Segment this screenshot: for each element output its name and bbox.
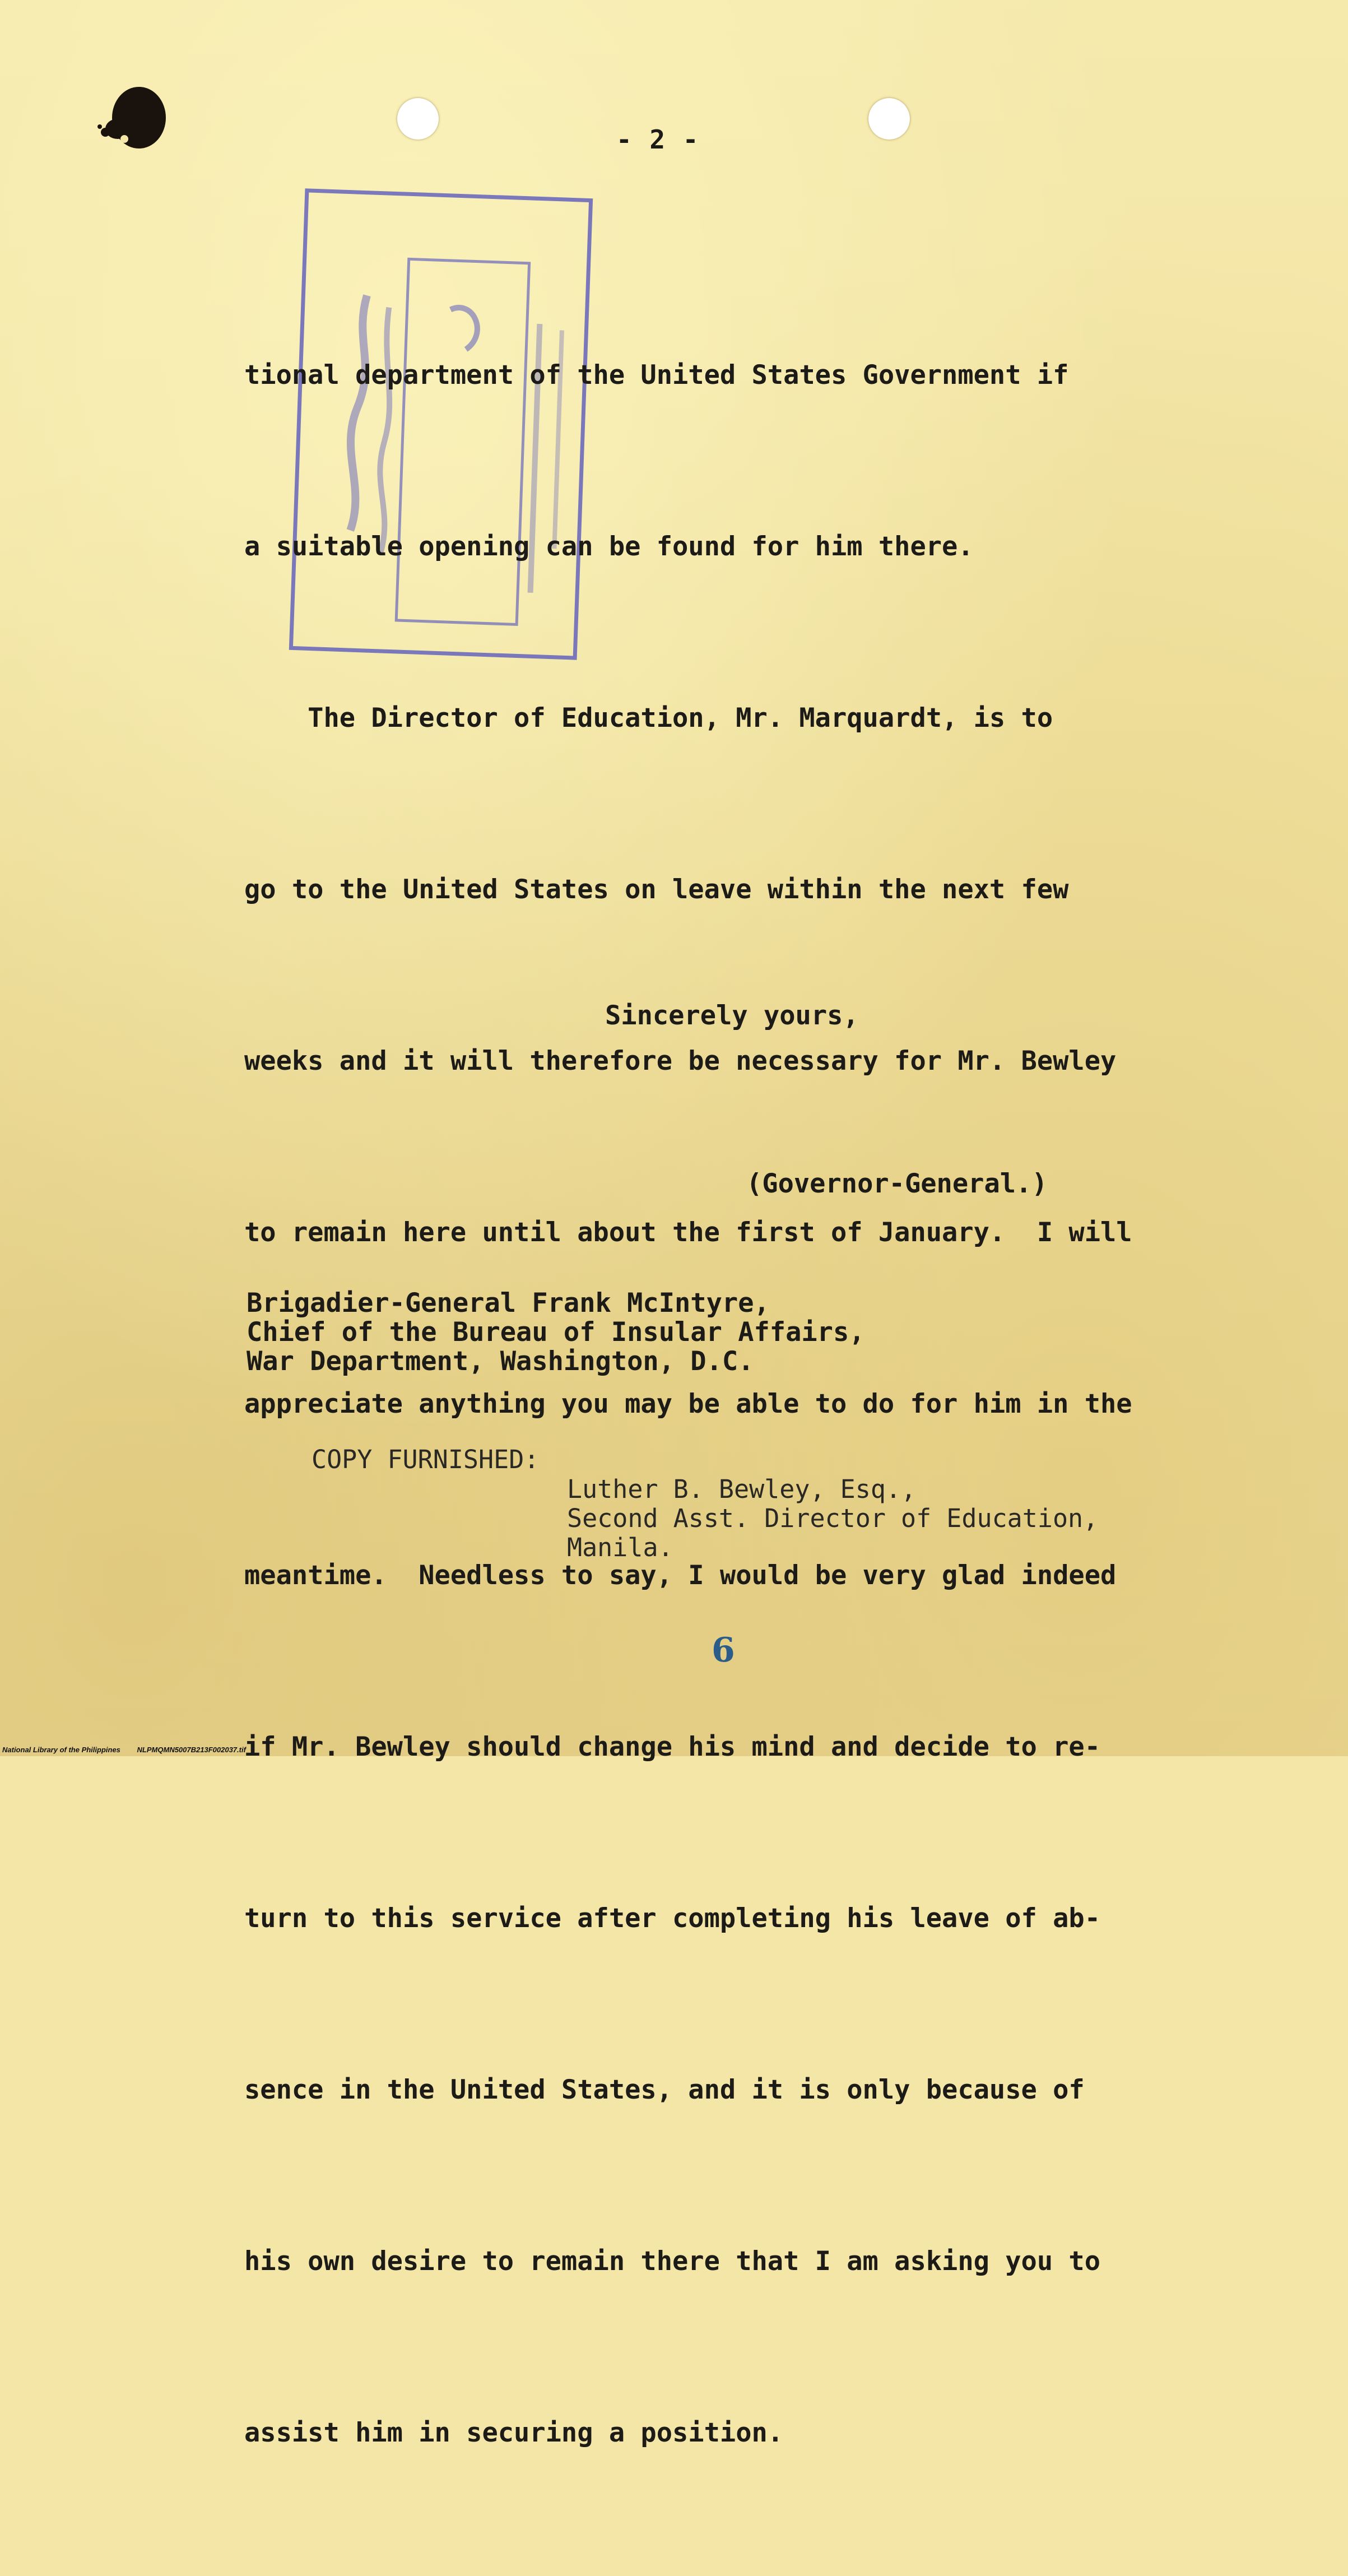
letter-body xyxy=(244,233,1230,2576)
archive-file-name: NLPMQMN5007B213F002037.tif xyxy=(137,1746,246,1754)
copy-furnished-label: COPY FURNISHED: xyxy=(312,1445,540,1474)
body-line: weeks and it will therefore be necessary for Mr. Bewley xyxy=(244,1046,1117,1076)
closing-salutation: Sincerely yours, xyxy=(605,1000,859,1031)
body-line: if Mr. Bewley should change his mind and decide to re- xyxy=(244,1732,1101,1762)
body-line: assist him in securing a position. xyxy=(244,2417,784,2448)
punch-hole-left xyxy=(397,98,439,140)
copy-recipient-line: Manila. xyxy=(567,1533,673,1562)
archive-caption xyxy=(2,1746,261,1754)
archive-institution: National Library of the Philippines xyxy=(2,1746,120,1754)
copy-furnished-recipient xyxy=(567,1475,1098,1562)
addressee-line: War Department, Washington, D.C. xyxy=(247,1346,754,1377)
body-line: his own desire to remain there that I am asking you to xyxy=(244,2246,1101,2277)
body-line: tional department of the United States Government if xyxy=(244,360,1069,391)
signature-title: (Governor-General.) xyxy=(746,1168,1048,1199)
body-line: turn to this service after completing his leave of ab- xyxy=(244,1903,1101,1934)
body-line: meantime. Needless to say, I would be very glad indeed xyxy=(244,1560,1117,1591)
copy-recipient-line: Luther B. Bewley, Esq., xyxy=(567,1474,917,1504)
addressee-block xyxy=(247,1289,865,1376)
body-line: to remain here until about the first of January. I will xyxy=(244,1217,1132,1248)
body-line: a suitable opening can be found for him there. xyxy=(244,531,974,562)
copy-recipient-line: Second Asst. Director of Education, xyxy=(567,1503,1099,1533)
ink-blot xyxy=(95,78,168,151)
body-line: appreciate anything you may be able to do for him in the xyxy=(244,1389,1132,1419)
body-line: go to the United States on leave within the next few xyxy=(244,874,1069,905)
addressee-line: Brigadier-General Frank McIntyre, xyxy=(247,1288,770,1319)
body-line: The Director of Education, Mr. Marquardt, is to xyxy=(244,703,1053,734)
folio-number: 6 xyxy=(712,1631,735,1670)
punch-hole-right xyxy=(868,98,910,140)
page-number: - 2 - xyxy=(616,124,700,155)
addressee-line: Chief of the Bureau of Insular Affairs, xyxy=(247,1317,865,1348)
body-line: sence in the United States, and it is only because of xyxy=(244,2074,1085,2105)
